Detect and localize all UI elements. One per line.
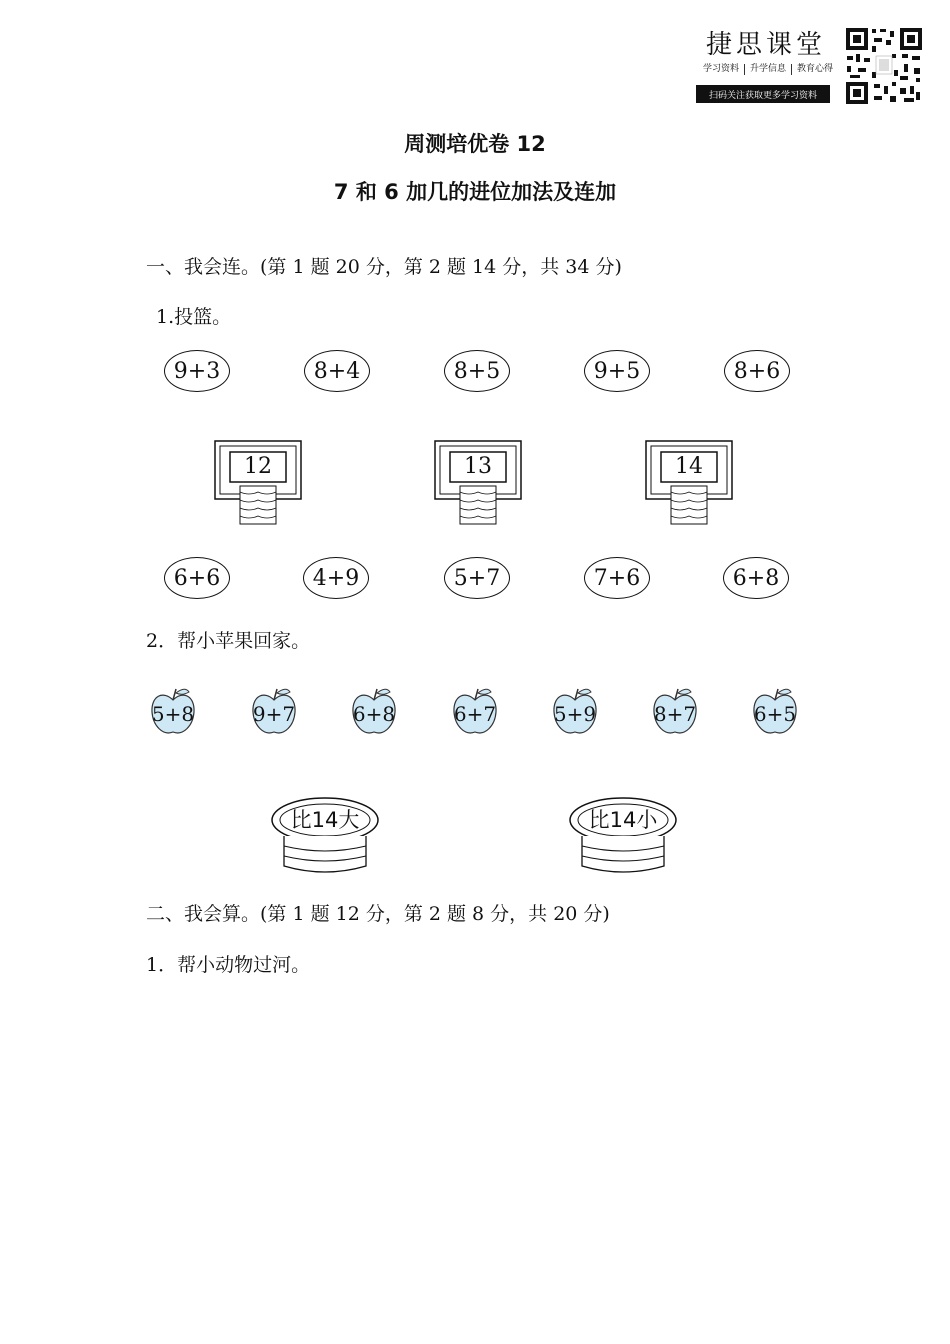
question-2-label: 2．帮小苹果回家。 [146,630,311,652]
basket-greater[interactable] [270,796,380,874]
apple-expression: 5+8 [151,702,195,726]
brand-name: 捷思课堂 [706,30,827,60]
expression-oval[interactable]: 6+6 [164,557,230,599]
apple-expression: 8+7 [653,702,697,726]
brand-link-study: 学习资料 [698,64,745,75]
apple-expression: 9+7 [252,702,296,726]
expression-oval[interactable]: 5+7 [444,557,510,599]
expression-oval[interactable]: 8+4 [304,350,370,392]
question-1-label: 1.投篮。 [156,306,232,328]
brand-link-education: 教育心得 [797,64,834,74]
apple-expression: 6+5 [753,702,797,726]
qr-code-icon [844,26,924,106]
hoop-number: 13 [464,454,492,479]
page-subtitle: 7 和 6 加几的进位加法及连加 [333,180,617,204]
hoop-number: 14 [675,454,703,479]
brand-links [698,64,838,75]
basketball-hoop[interactable] [214,440,302,526]
expression-oval[interactable]: 6+8 [723,557,789,599]
expression-oval[interactable]: 8+6 [724,350,790,392]
expression-oval[interactable]: 8+5 [444,350,510,392]
apple[interactable] [350,686,398,738]
apple[interactable] [149,686,197,738]
apple[interactable] [250,686,298,738]
apple[interactable] [751,686,799,738]
apple[interactable] [451,686,499,738]
basket-less[interactable] [568,796,678,874]
expression-oval[interactable]: 9+3 [164,350,230,392]
brand-banner: 扫码关注获取更多学习资料 [696,85,830,103]
section-1-heading: 一、我会连。(第 1 题 20 分，第 2 题 14 分，共 34 分) [146,256,622,278]
basket-label: 比14大 [290,808,360,832]
brand-link-admission: 升学信息 [745,64,792,75]
basketball-hoop[interactable] [434,440,522,526]
page-title: 周测培优卷 12 [404,132,546,156]
hoop-icon [214,440,302,526]
hoop-icon [434,440,522,526]
basketball-hoop[interactable] [645,440,733,526]
apple-expression: 5+9 [553,702,597,726]
apple[interactable] [651,686,699,738]
basket-label: 比14小 [588,808,658,832]
apple[interactable] [551,686,599,738]
section-2-question-1-label: 1．帮小动物过河。 [146,954,311,976]
expression-oval[interactable]: 9+5 [584,350,650,392]
expression-oval[interactable]: 7+6 [584,557,650,599]
hoop-icon [645,440,733,526]
hoop-number: 12 [244,454,272,479]
apple-expression: 6+8 [352,702,396,726]
section-2-heading: 二、我会算。(第 1 题 12 分，第 2 题 8 分，共 20 分) [146,903,610,925]
apple-expression: 6+7 [453,702,497,726]
expression-oval[interactable]: 4+9 [303,557,369,599]
